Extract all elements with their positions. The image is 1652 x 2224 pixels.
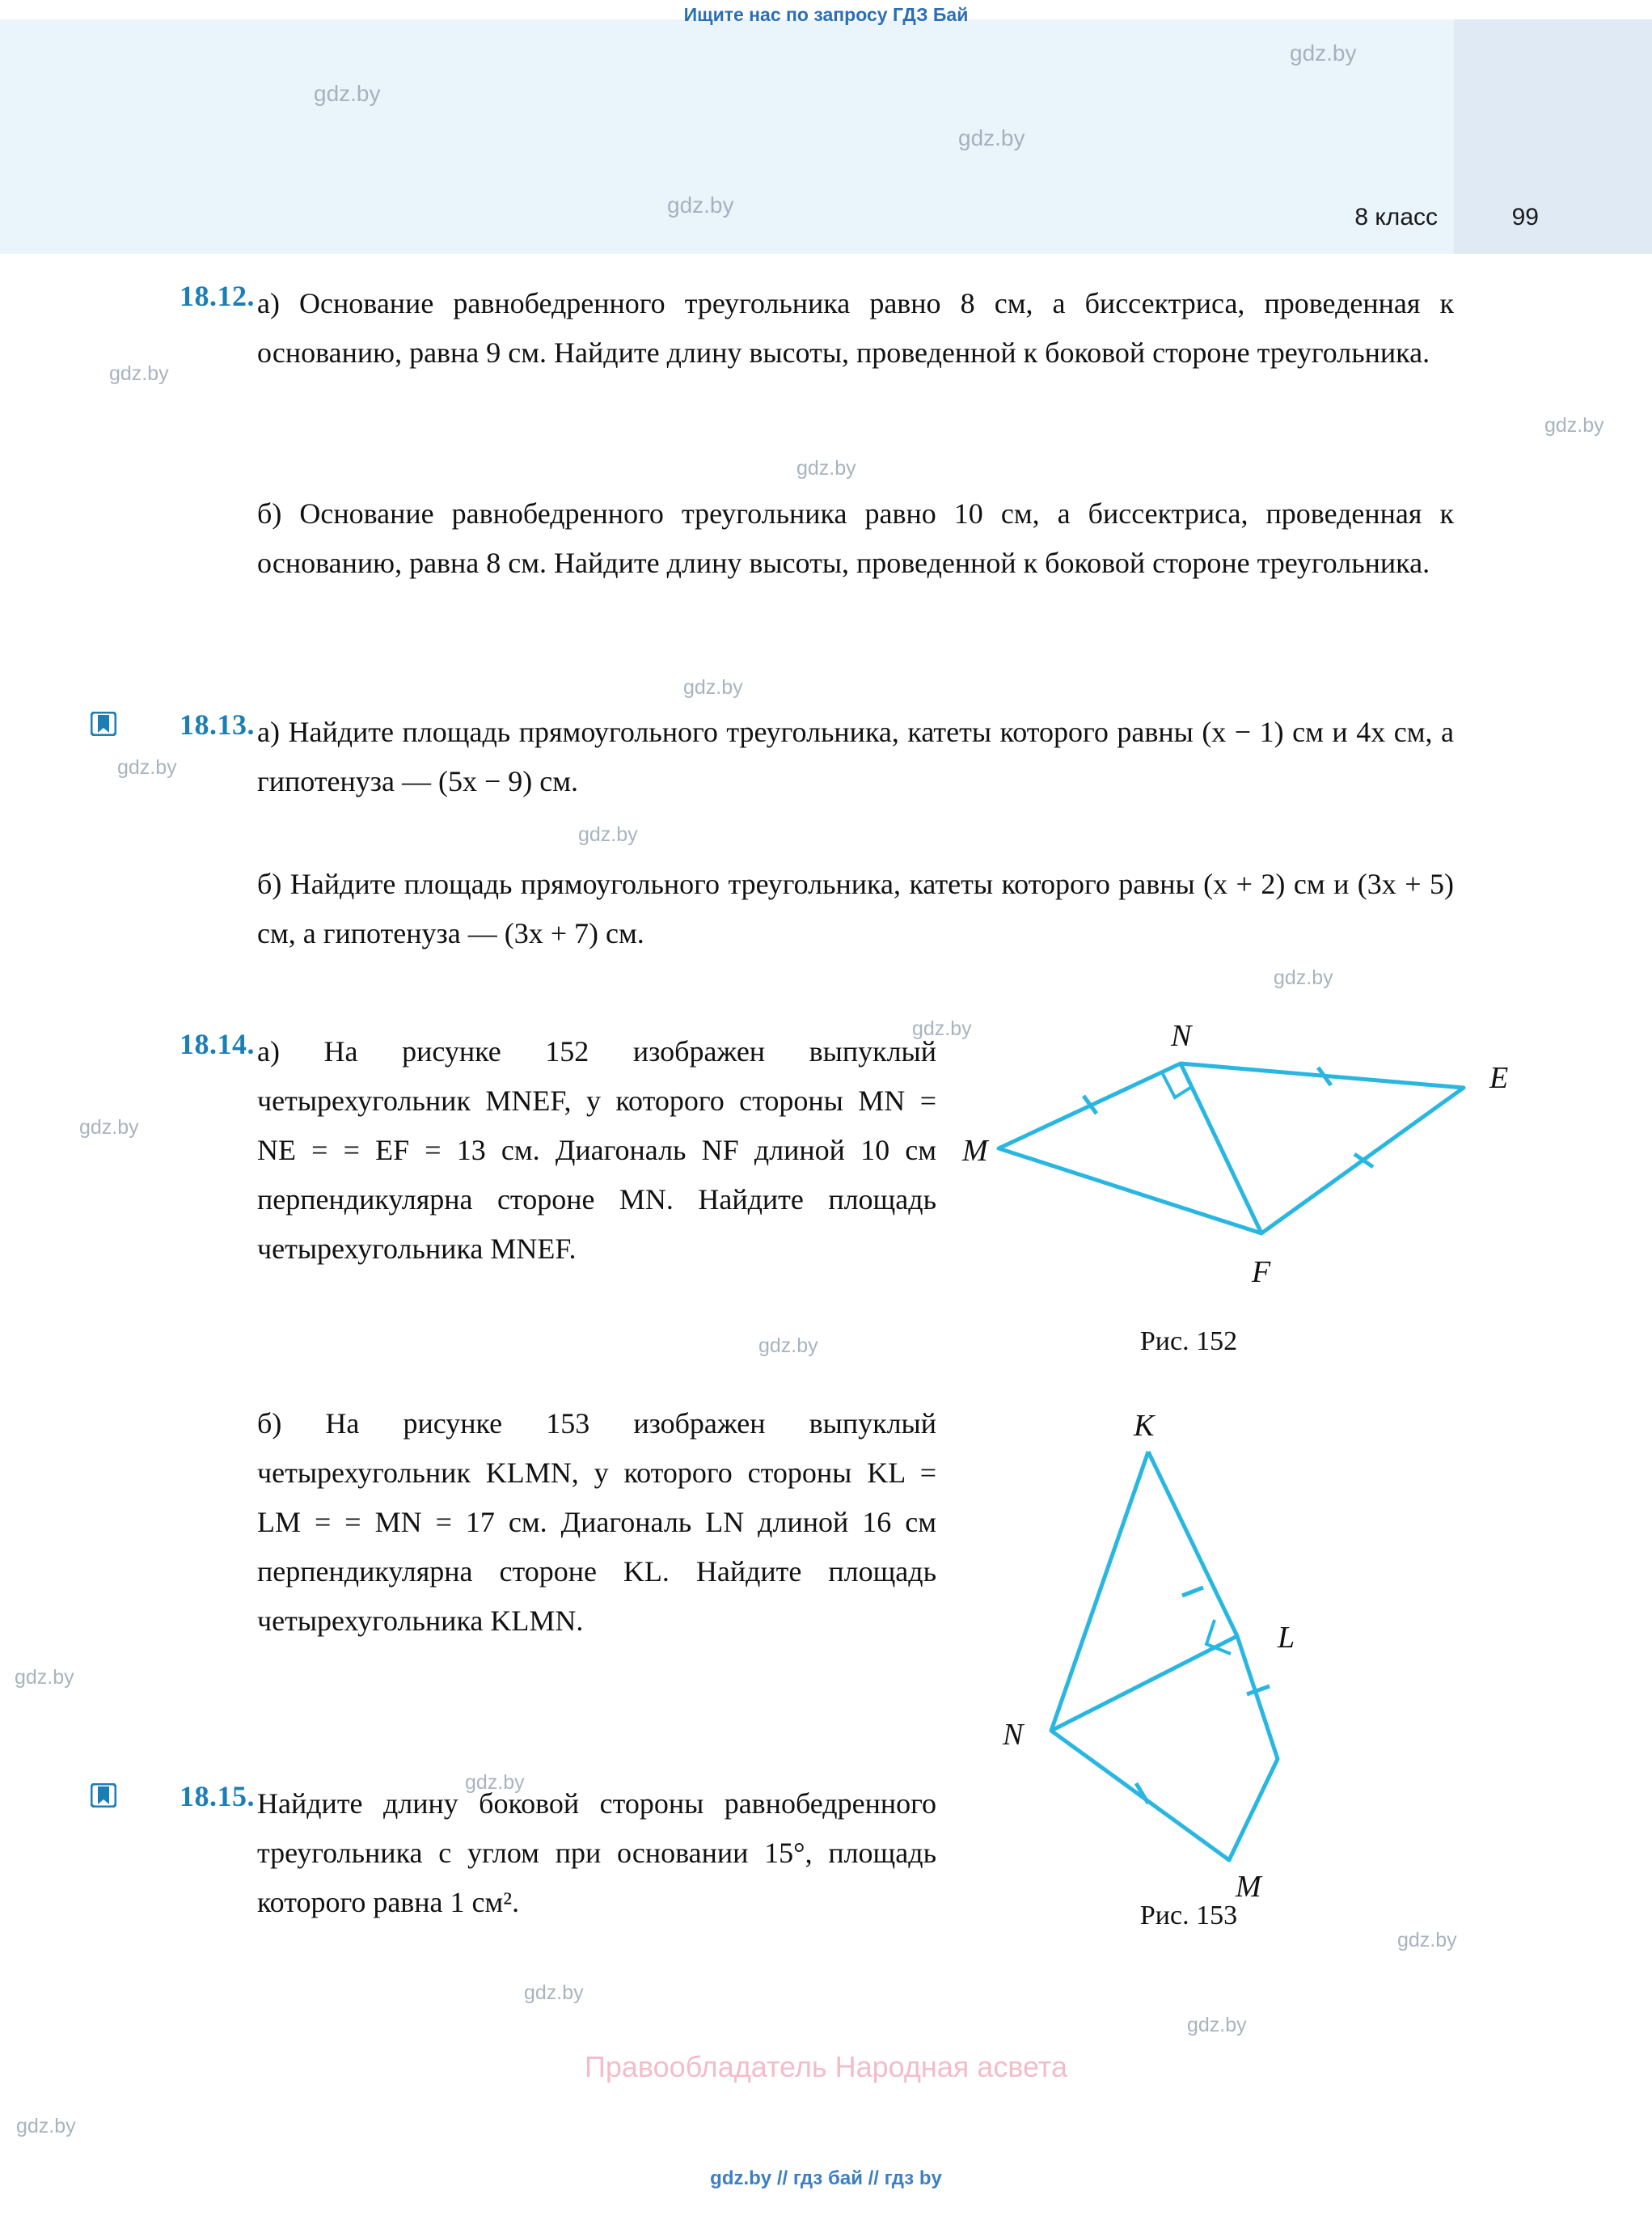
watermark: gdz.by — [314, 81, 381, 106]
task-18-14-part-a: а) На рисунке 152 изображен выпуклый четырехугольник MNEF, у которого стороны MN = NE = = EF = 13 см. Диагональ NF длиной 10 см перпендикулярна стороне MN. Найдите площадь четырехугольника MNEF. — [257, 1035, 936, 1265]
watermark: gdz.by — [1544, 414, 1604, 437]
watermark: gdz.by — [15, 1666, 74, 1689]
task-number-18-15: 18.15. — [180, 1780, 255, 1812]
watermark: gdz.by — [524, 1981, 584, 2004]
watermark: gdz.by — [683, 676, 743, 699]
watermark: gdz.by — [1274, 966, 1333, 989]
watermark: gdz.by — [796, 457, 856, 480]
task-18-14-part-b: б) На рисунке 153 изображен выпуклый четырехугольник KLMN, у которого стороны KL = LM = = MN = 17 см. Диагональ LN длиной 16 см перпендикулярна стороне KL. Найдите площадь четырехугольника KLMN. — [257, 1407, 936, 1637]
svg-text:M: M — [1236, 1870, 1261, 1904]
watermark: gdz.by — [117, 756, 177, 779]
svg-text:L: L — [1278, 1621, 1295, 1655]
svg-text:M: M — [962, 1134, 988, 1168]
watermark: gdz.by — [1397, 1929, 1457, 1951]
watermark: gdz.by — [1187, 2014, 1247, 2036]
watermark: gdz.by — [578, 823, 638, 846]
figure-152 — [946, 1023, 1544, 1306]
svg-text:F: F — [1252, 1255, 1271, 1289]
watermark: gdz.by — [758, 1334, 818, 1357]
watermark: gdz.by — [79, 1116, 139, 1139]
svg-text:E: E — [1489, 1061, 1509, 1095]
watermark: gdz.by — [912, 1017, 972, 1040]
task-18-13-part-b: б) Найдите площадь прямоугольного треугольника, катеты которого равны (x + 2) см и (3x + 5) см, а гипотенуза — (3x + 7) см. — [257, 868, 1454, 949]
copyright-notice: Правообладатель Народная асвета — [585, 2050, 1067, 2083]
figure-152-caption: Рис. 152 — [1139, 1326, 1238, 1356]
page-number-box — [1454, 19, 1652, 254]
task-18-12-part-b: б) Основание равнобедренного треугольника равно 10 см, а биссектриса, проведенная к основанию, равна 8 см. Найдите длину высоты, проведенной к боковой стороне треугольника. — [257, 497, 1454, 579]
watermark: gdz.by — [465, 1771, 525, 1794]
task-18-15-text: Найдите длину боковой стороны равнобедренного треугольника с углом при основании 15°, площадь которого равна 1 см². — [257, 1787, 936, 1918]
svg-text:K: K — [1134, 1411, 1155, 1443]
watermark: gdz.by — [109, 362, 169, 385]
task-number-18-13: 18.13. — [180, 708, 255, 741]
bookmark-icon — [91, 1783, 116, 1808]
bookmark-icon — [91, 712, 116, 736]
task-number-18-14: 18.14. — [180, 1028, 255, 1060]
svg-text:N: N — [1171, 1023, 1192, 1053]
header-class-label: 8 класс — [1354, 204, 1438, 230]
task-18-12-part-a: а) Основание равнобедренного треугольника равно 8 см, а биссектриса, проведенная к основанию, равна 9 см. Найдите длину высоты, проведенной к боковой стороне треугольника. — [257, 287, 1454, 369]
task-18-13-part-a: а) Найдите площадь прямоугольного треугольника, катеты которого равны (x − 1) см и 4x см, а гипотенуза — (5x − 9) см. — [257, 716, 1454, 797]
task-number-18-12: 18.12. — [180, 280, 255, 312]
header-page-number: 99 — [1511, 204, 1539, 230]
figure-153 — [995, 1411, 1561, 1921]
watermark: gdz.by — [958, 125, 1025, 150]
figure-153-caption: Рис. 153 — [1139, 1901, 1238, 1930]
watermark: gdz.by — [1290, 40, 1357, 66]
svg-text:N: N — [1003, 1718, 1024, 1752]
footer-links: gdz.by // гдз бай // гдз by — [710, 2167, 942, 2189]
watermark: gdz.by — [667, 192, 734, 218]
top-promo-text: Ищите нас по запросу ГДЗ Бай — [683, 4, 969, 25]
watermark: gdz.by — [16, 2115, 76, 2137]
